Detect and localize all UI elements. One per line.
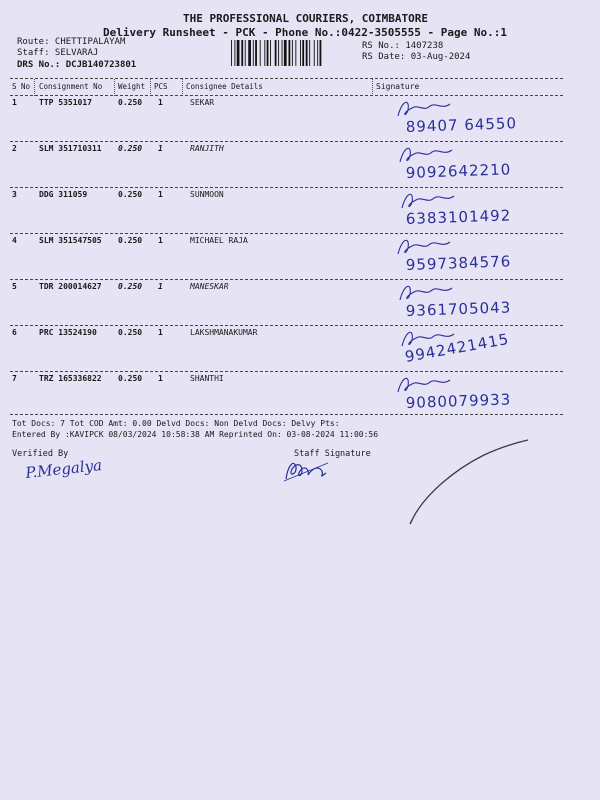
row-consignment-no: SLM 351710311 <box>39 144 102 153</box>
verified-signature <box>24 456 134 488</box>
route-label: Route: CHETTIPALAYAM <box>17 37 126 47</box>
col-header-pcs: PCS <box>154 82 168 91</box>
row-weight: 0.250 <box>118 144 143 153</box>
col-separator <box>372 79 373 96</box>
row-signature-phone: 89407 64550 <box>405 114 518 136</box>
row-handwritten-signature <box>388 234 558 276</box>
row-consignee: RANJITH <box>190 144 224 153</box>
row-consignee: SEKAR <box>190 98 215 107</box>
header-top-rule <box>10 78 563 79</box>
row-sno: 4 <box>12 236 17 245</box>
row-signature-phone: 9361705043 <box>405 298 512 320</box>
col-separator <box>182 79 183 96</box>
pen-stroke-mark <box>404 440 534 530</box>
barcode <box>231 40 351 66</box>
row-consignment-no: TTP 5351017 <box>39 98 92 107</box>
row-divider <box>10 279 563 280</box>
row-handwritten-signature <box>388 372 558 414</box>
row-handwritten-signature <box>388 96 558 138</box>
row-consignee: SUNMOON <box>190 190 224 199</box>
row-weight: 0.250 <box>118 328 143 337</box>
staff-signature-scribble <box>282 455 332 485</box>
row-sno: 1 <box>12 98 17 107</box>
col-separator <box>34 79 35 96</box>
row-consignment-no: TRZ 165336822 <box>39 374 102 383</box>
col-header-sno: S No <box>12 82 31 91</box>
row-signature-phone: 9080079933 <box>405 390 512 412</box>
row-consignment-no: TDR 200014627 <box>39 282 102 291</box>
row-consignee: MANESKAR <box>190 282 229 291</box>
row-handwritten-signature <box>388 142 558 184</box>
row-consignment-no: SLM 351547505 <box>39 236 102 245</box>
row-weight: 0.250 <box>118 374 143 383</box>
row-sno: 3 <box>12 190 17 199</box>
row-sno: 5 <box>12 282 17 291</box>
row-pcs: 1 <box>158 236 163 245</box>
row-pcs: 1 <box>158 328 163 337</box>
col-separator <box>150 79 151 96</box>
row-pcs: 1 <box>158 98 163 107</box>
staff-signature-label: Staff Signature <box>294 449 371 459</box>
row-consignee: LAKSHMANAKUMAR <box>190 328 258 337</box>
row-divider <box>10 371 563 372</box>
company-title: THE PROFESSIONAL COURIERS, COIMBATORE <box>183 12 429 25</box>
row-sno: 6 <box>12 328 17 337</box>
verified-by-label: Verified By <box>12 449 69 459</box>
verified-signature-text: P.Megalya <box>24 456 103 482</box>
row-pcs: 1 <box>158 144 163 153</box>
row-signature-phone: 9597384576 <box>405 252 512 274</box>
col-separator <box>114 79 115 96</box>
drs-number: DRS No.: DCJB140723801 <box>17 60 137 70</box>
row-consignment-no: DDG 311059 <box>39 190 88 199</box>
row-signature-phone: 9942421415 <box>403 329 511 366</box>
row-sno: 7 <box>12 374 17 383</box>
row-consignee: SHANTHI <box>190 374 224 383</box>
row-divider <box>10 325 563 326</box>
row-consignee: MICHAEL RAJA <box>190 236 248 245</box>
row-weight: 0.250 <box>118 190 143 199</box>
runsheet-subtitle: Delivery Runsheet - PCK - Phone No.:0422-3505555 - Page No.:1 <box>103 26 507 39</box>
row-weight: 0.250 <box>118 236 143 245</box>
row-pcs: 1 <box>158 374 163 383</box>
row-divider <box>10 233 563 234</box>
row-divider <box>10 187 563 188</box>
row-pcs: 1 <box>158 282 163 291</box>
row-pcs: 1 <box>158 190 163 199</box>
footer-top-rule <box>10 414 563 415</box>
row-handwritten-signature <box>388 326 558 368</box>
totals-line: Tot Docs: 7 Tot COD Amt: 0.00 Delvd Docs: Non Delvd Docs: Delvy Pts: <box>12 419 340 428</box>
col-header-signature: Signature <box>376 82 420 91</box>
row-sno: 2 <box>12 144 17 153</box>
row-handwritten-signature <box>388 280 558 322</box>
row-signature-phone: 6383101492 <box>405 206 512 228</box>
staff-label: Staff: SELVARAJ <box>17 48 99 58</box>
col-header-weight: Weight <box>118 82 146 91</box>
row-signature-phone: 9092642210 <box>405 160 512 182</box>
row-handwritten-signature <box>388 188 558 230</box>
rs-number: RS No.: 1407238 <box>362 41 444 51</box>
col-header-consignment: Consignment No <box>39 82 103 91</box>
entered-by-line: Entered By :KAVIPCK 08/03/2024 10:58:38 AM Reprinted On: 03-08-2024 11:00:56 <box>12 430 379 439</box>
rs-date: RS Date: 03-Aug-2024 <box>362 52 471 62</box>
row-divider <box>10 141 563 142</box>
col-header-consignee: Consignee Details <box>186 82 263 91</box>
row-weight: 0.250 <box>118 282 143 291</box>
row-weight: 0.250 <box>118 98 143 107</box>
row-consignment-no: PRC 13524190 <box>39 328 97 337</box>
